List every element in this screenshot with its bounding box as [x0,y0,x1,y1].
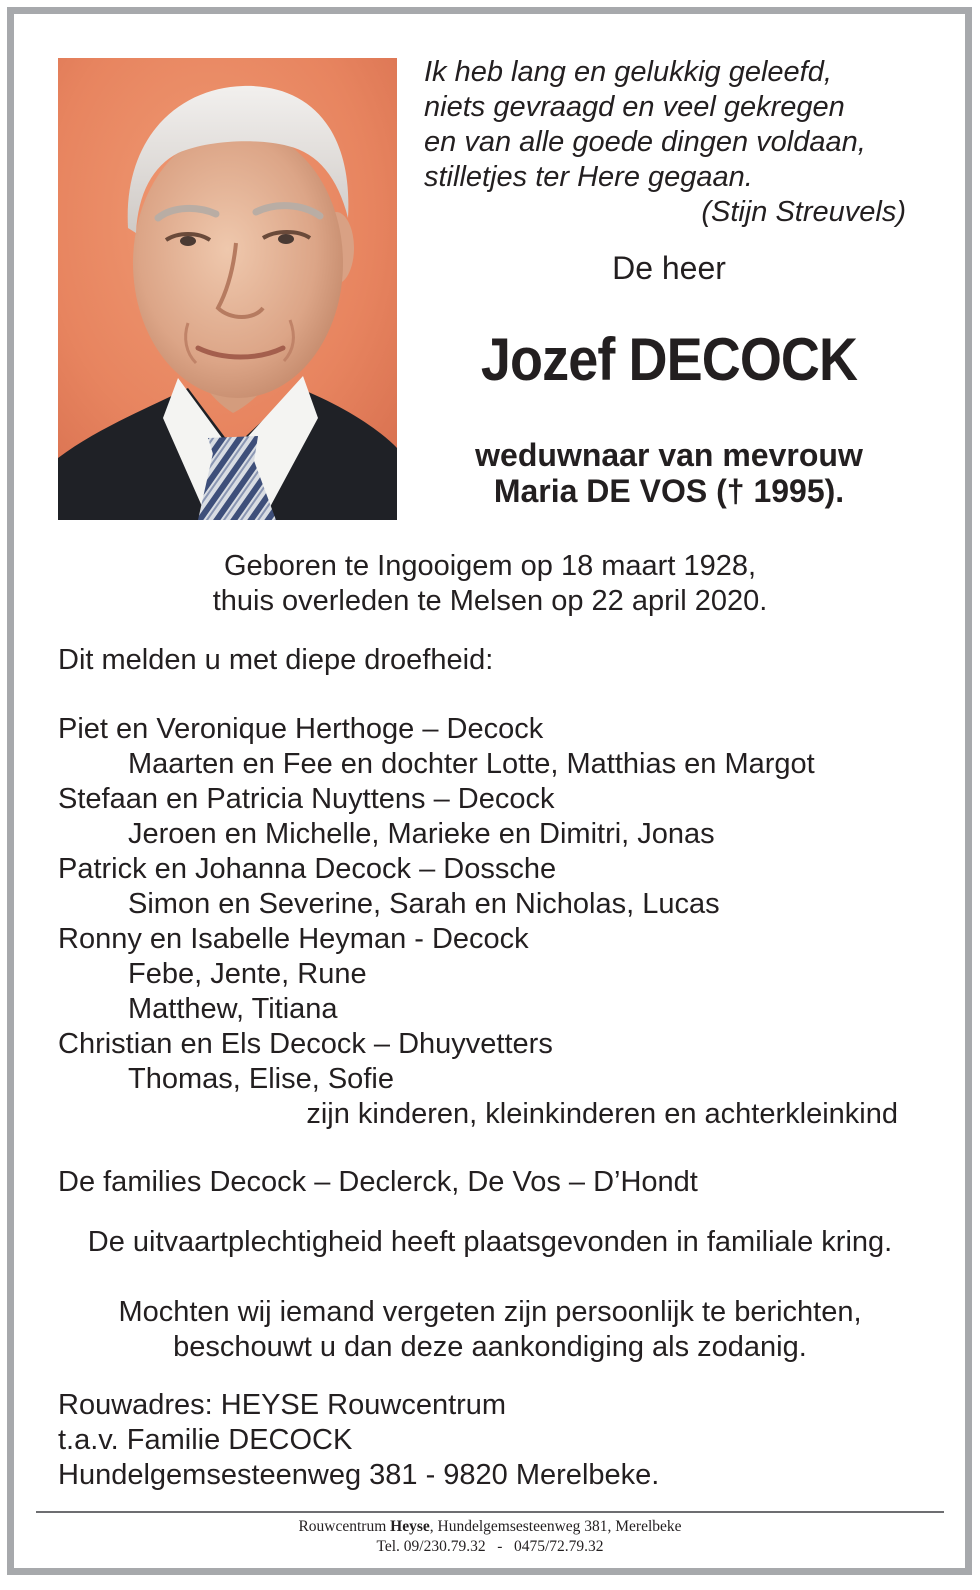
deceased-title: De heer [612,250,726,286]
footer-suffix: , Hundelgemsesteenweg 381, Merelbeke [429,1518,682,1535]
footer-funeral-home [30,1517,950,1537]
footer-divider [36,1511,944,1513]
notice-text [30,1295,950,1365]
family-line: Patrick en Johanna Decock – Dossche [58,853,557,885]
family-list [58,712,938,1132]
mourning-address [58,1388,938,1493]
family-line: Maarten en Fee en dochter Lotte, Matthias en Margot [128,748,815,780]
address-line: Hundelgemsesteenweg 381 - 9820 Merelbeke. [58,1459,660,1491]
family-line: Piet en Veronique Herthoge – Decock [58,713,544,745]
deceased-name: Jozef DECOCK [480,326,858,393]
portrait-photo [58,58,397,520]
footer-phones: Tel. 09/230.79.32 - 0475/72.79.32 [376,1538,604,1555]
family-line: Febe, Jente, Rune [128,958,367,990]
ceremony-line: De uitvaartplechtigheid heeft plaatsgevonden in familiale kring. [87,1226,893,1258]
family-line: Stefaan en Patricia Nuyttens – Decock [58,783,555,815]
poem-line: niets gevraagd en veel gekregen [424,91,845,123]
footer-prefix: Rouwcentrum [298,1518,387,1535]
family-line: Ronny en Isabelle Heyman - Decock [58,923,529,955]
address-line: t.a.v. Familie DECOCK [58,1424,353,1456]
family-line: Simon en Severine, Sarah en Nicholas, Lucas [128,888,720,920]
death-line: thuis overleden te Melsen op 22 april 2020. [212,585,768,617]
poem-author: (Stijn Streuvels) [701,196,906,228]
poem-line: Ik heb lang en gelukkig geleefd, [424,56,832,88]
families-line: De families Decock – Declerck, De Vos – D’Hondt [58,1166,698,1198]
family-summary: zijn kinderen, kleinkinderen en achterkleinkind [306,1098,898,1130]
poem [424,55,914,230]
family-line: Matthew, Titiana [128,993,338,1025]
notice-line: Mochten wij iemand vergeten zijn persoonlijk te berichten, [118,1296,862,1328]
birth-line: Geboren te Ingooigem op 18 maart 1928, [223,550,757,582]
widow-line: Maria DE VOS († 1995). [493,473,845,509]
family-line: Jeroen en Michelle, Marieke en Dimitri, Jonas [128,818,715,850]
widow-line: weduwnaar van mevrouw [475,437,863,473]
poem-line: en van alle goede dingen voldaan, [424,126,866,158]
family-line: Thomas, Elise, Sofie [128,1063,394,1095]
footer [30,1517,950,1557]
footer-brand: Heyse [390,1518,430,1535]
life-dates [30,549,950,619]
address-line: Rouwadres: HEYSE Rouwcentrum [58,1389,507,1421]
notice-line: beschouwt u dan deze aankondiging als zodanig. [173,1331,807,1363]
family-line: Christian en Els Decock – Dhuyvetters [58,1028,553,1060]
announcement: Dit melden u met diepe droefheid: [58,644,494,676]
widow-statement [424,437,914,509]
poem-line: stilletjes ter Here gegaan. [424,161,753,193]
portrait-illustration [58,58,397,520]
